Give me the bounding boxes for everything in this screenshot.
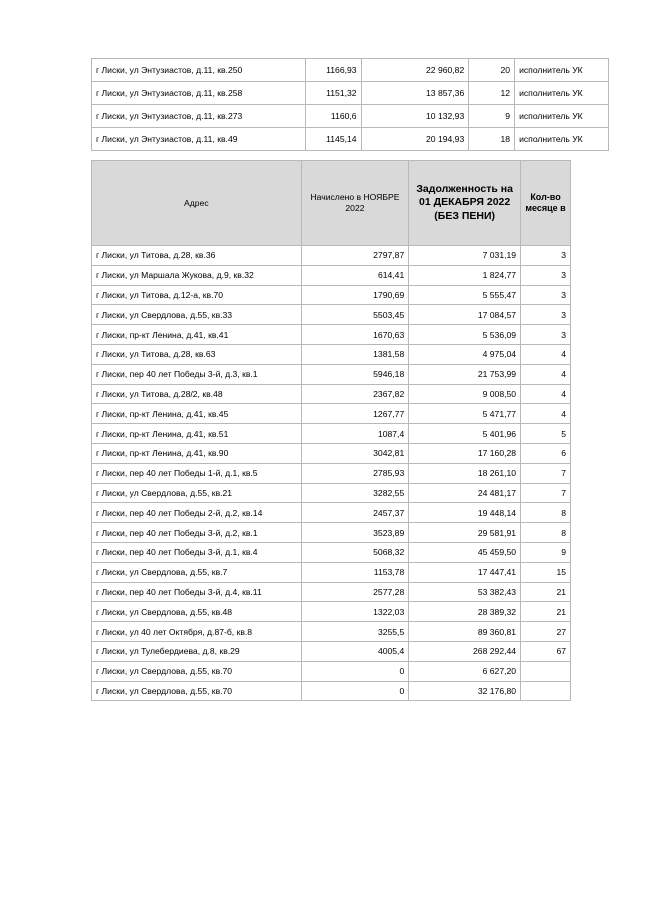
charged-cell: 1087,4 [301, 424, 409, 444]
debt-cell: 17 447,41 [409, 562, 521, 582]
table-row [92, 681, 571, 701]
address-cell: г Лиски, ул Свердлова, д.55, кв.70 [92, 681, 302, 701]
debt-cell: 17 160,28 [409, 443, 521, 463]
debt-cell: 9 008,50 [409, 384, 521, 404]
address-cell: г Лиски, ул Тулебердиева, д.8, кв.29 [92, 641, 302, 661]
address-cell: г Лиски, ул Титова, д.12-а, кв.70 [92, 285, 302, 305]
table-row [92, 602, 571, 622]
address-cell: г Лиски, ул Свердлова, д.55, кв.21 [92, 483, 302, 503]
address-cell: г Лиски, ул Маршала Жукова, д.9, кв.32 [92, 265, 302, 285]
months-cell: 9 [521, 542, 571, 562]
charged-cell: 1381,58 [301, 344, 409, 364]
debt-cell: 5 471,77 [409, 404, 521, 424]
address-cell: г Лиски, ул Титова, д.28, кв.36 [92, 246, 302, 266]
table-row [92, 265, 571, 285]
charged-cell: 1151,32 [305, 82, 361, 105]
address-cell: г Лиски, ул Энтузиастов, д.11, кв.250 [92, 59, 306, 82]
address-cell: г Лиски, ул Титова, д.28/2, кв.48 [92, 384, 302, 404]
table-row [92, 542, 571, 562]
address-header: Адрес [92, 161, 302, 246]
note-cell: исполнитель УК [515, 82, 609, 105]
charged-cell: 1166,93 [305, 59, 361, 82]
months-cell [521, 661, 571, 681]
debt-cell: 19 448,14 [409, 503, 521, 523]
address-cell: г Лиски, пр-кт Ленина, д.41, кв.51 [92, 424, 302, 444]
charged-cell: 0 [301, 661, 409, 681]
months-cell: 27 [521, 622, 571, 642]
table-row [92, 622, 571, 642]
charged-cell: 3523,89 [301, 523, 409, 543]
address-cell: г Лиски, пр-кт Ленина, д.41, кв.90 [92, 443, 302, 463]
debt-cell: 1 824,77 [409, 265, 521, 285]
months-cell: 3 [521, 325, 571, 345]
table-row [92, 305, 571, 325]
address-cell: г Лиски, пр-кт Ленина, д.41, кв.41 [92, 325, 302, 345]
months-cell: 4 [521, 404, 571, 424]
debt-cell: 21 753,99 [409, 364, 521, 384]
debt-cell: 89 360,81 [409, 622, 521, 642]
months-cell: 8 [521, 523, 571, 543]
address-cell: г Лиски, ул Свердлова, д.55, кв.70 [92, 661, 302, 681]
charged-cell: 614,41 [301, 265, 409, 285]
months-cell: 4 [521, 384, 571, 404]
address-cell: г Лиски, пр-кт Ленина, д.41, кв.45 [92, 404, 302, 424]
address-cell: г Лиски, пер 40 лет Победы 3-й, д.2, кв.1 [92, 523, 302, 543]
address-cell: г Лиски, ул 40 лет Октября, д.87-б, кв.8 [92, 622, 302, 642]
address-cell: г Лиски, ул Энтузиастов, д.11, кв.49 [92, 128, 306, 151]
debt-cell: 7 031,19 [409, 246, 521, 266]
charged-cell: 1790,69 [301, 285, 409, 305]
address-cell: г Лиски, пер 40 лет Победы 2-й, д.2, кв.14 [92, 503, 302, 523]
table-row [92, 523, 571, 543]
table-row [92, 463, 571, 483]
months-cell: 7 [521, 483, 571, 503]
note-cell: исполнитель УК [515, 105, 609, 128]
months-cell: 3 [521, 265, 571, 285]
charged-cell: 5946,18 [301, 364, 409, 384]
address-cell: г Лиски, пер 40 лет Победы 3-й, д.3, кв.1 [92, 364, 302, 384]
months-cell: 3 [521, 285, 571, 305]
charged-cell: 3042,81 [301, 443, 409, 463]
charged-cell: 1145,14 [305, 128, 361, 151]
charged-cell: 2577,28 [301, 582, 409, 602]
table-row [92, 661, 571, 681]
table-row [92, 325, 571, 345]
table-row [92, 641, 571, 661]
address-cell: г Лиски, ул Титова, д.28, кв.63 [92, 344, 302, 364]
debt-cell: 18 261,10 [409, 463, 521, 483]
charged-cell: 1153,78 [301, 562, 409, 582]
debt-cell: 268 292,44 [409, 641, 521, 661]
debt-cell: 10 132,93 [361, 105, 469, 128]
address-cell: г Лиски, ул Свердлова, д.55, кв.33 [92, 305, 302, 325]
table-row [92, 582, 571, 602]
table-row [92, 424, 571, 444]
months-cell: 20 [469, 59, 515, 82]
debt-cell: 29 581,91 [409, 523, 521, 543]
debt-cell: 53 382,43 [409, 582, 521, 602]
note-cell: исполнитель УК [515, 59, 609, 82]
charged-cell: 5503,45 [301, 305, 409, 325]
debt-cell: 20 194,93 [361, 128, 469, 151]
months-cell: 3 [521, 305, 571, 325]
table-row [92, 246, 571, 266]
charged-cell: 3282,55 [301, 483, 409, 503]
continuation-table [91, 58, 609, 151]
months-cell: 4 [521, 364, 571, 384]
address-cell: г Лиски, пер 40 лет Победы 3-й, д.1, кв.4 [92, 542, 302, 562]
charged-cell: 1322,03 [301, 602, 409, 622]
months-cell: 21 [521, 602, 571, 622]
debt-cell: 24 481,17 [409, 483, 521, 503]
debt-cell: 6 627,20 [409, 661, 521, 681]
charged-cell: 2785,93 [301, 463, 409, 483]
address-cell: г Лиски, пер 40 лет Победы 1-й, д.1, кв.5 [92, 463, 302, 483]
table-row [92, 503, 571, 523]
debt-cell: 5 536,09 [409, 325, 521, 345]
charged-cell: 2367,82 [301, 384, 409, 404]
address-cell: г Лиски, ул Энтузиастов, д.11, кв.273 [92, 105, 306, 128]
debt-cell: 17 084,57 [409, 305, 521, 325]
table-row [92, 105, 609, 128]
address-cell: г Лиски, пер 40 лет Победы 3-й, д.4, кв.11 [92, 582, 302, 602]
charged-cell: 1160,6 [305, 105, 361, 128]
months-cell: 7 [521, 463, 571, 483]
charged-cell: 0 [301, 681, 409, 701]
months-cell: 21 [521, 582, 571, 602]
table-row [92, 344, 571, 364]
debt-cell: 13 857,36 [361, 82, 469, 105]
debt-cell: 45 459,50 [409, 542, 521, 562]
months-cell: 67 [521, 641, 571, 661]
charged-cell: 2797,87 [301, 246, 409, 266]
table-header-row [92, 161, 571, 246]
table-row [92, 128, 609, 151]
debt-cell: 5 555,47 [409, 285, 521, 305]
table-row [92, 82, 609, 105]
months-cell: 5 [521, 424, 571, 444]
months-cell: 3 [521, 246, 571, 266]
debt-table-body [92, 246, 571, 701]
months-cell: 12 [469, 82, 515, 105]
months-cell: 4 [521, 344, 571, 364]
months-cell: 9 [469, 105, 515, 128]
debt-cell: 28 389,32 [409, 602, 521, 622]
address-cell: г Лиски, ул Свердлова, д.55, кв.7 [92, 562, 302, 582]
charged-cell: 2457,37 [301, 503, 409, 523]
months-header: Кол-во месяце в [521, 161, 571, 246]
charged-cell: 4005,4 [301, 641, 409, 661]
table-row [92, 562, 571, 582]
charged-cell: 3255,5 [301, 622, 409, 642]
debt-header: Задолженность на 01 ДЕКАБРЯ 2022 (БЕЗ ПЕНИ) [409, 161, 521, 246]
debt-table [91, 160, 571, 701]
table-row [92, 384, 571, 404]
debt-cell: 4 975,04 [409, 344, 521, 364]
charged-cell: 5068,32 [301, 542, 409, 562]
table-row [92, 404, 571, 424]
table-row [92, 59, 609, 82]
table-row [92, 443, 571, 463]
debt-cell: 22 960,82 [361, 59, 469, 82]
months-cell: 6 [521, 443, 571, 463]
table-row [92, 483, 571, 503]
address-cell: г Лиски, ул Энтузиастов, д.11, кв.258 [92, 82, 306, 105]
table-row [92, 364, 571, 384]
charged-cell: 1267,77 [301, 404, 409, 424]
address-cell: г Лиски, ул Свердлова, д.55, кв.48 [92, 602, 302, 622]
debt-cell: 32 176,80 [409, 681, 521, 701]
months-cell: 15 [521, 562, 571, 582]
note-cell: исполнитель УК [515, 128, 609, 151]
months-cell: 8 [521, 503, 571, 523]
table-row [92, 285, 571, 305]
charged-cell: 1670,63 [301, 325, 409, 345]
months-cell: 18 [469, 128, 515, 151]
months-cell [521, 681, 571, 701]
debt-cell: 5 401,96 [409, 424, 521, 444]
charged-header: Начислено в НОЯБРЕ 2022 [301, 161, 409, 246]
